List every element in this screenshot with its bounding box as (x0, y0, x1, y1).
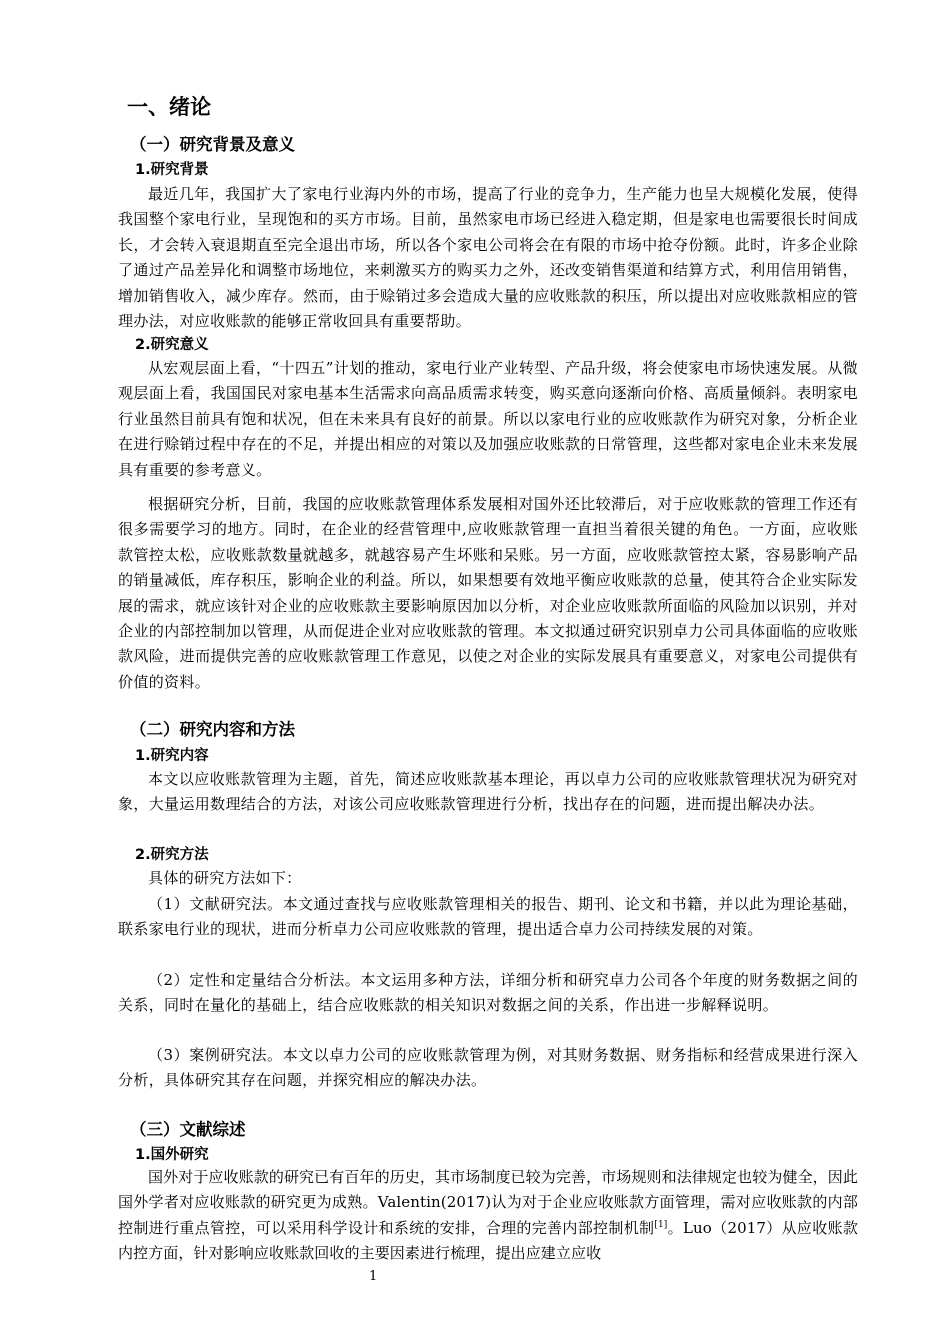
subheading-research-methods: 2.研究方法 (135, 847, 209, 863)
citation-marker: [1] (654, 1219, 668, 1230)
section-title-literature-review: （三）文献综述 (130, 1120, 246, 1139)
paragraph-research-content: 本文以应收账款管理为主题，首先，简述应收账款基本理论，再以卓力公司的应收账款管理状况为研究对象，大量运用数理结合的方法，对该公司应收账款管理进行分析，找出存在的问题，进而提出解决办法。 (118, 770, 858, 814)
paragraph-method-quantitative: （2）定性和定量结合分析法。本文运用多种方法，详细分析和研究卓力公司各个年度的财务数据之间的关系，同时在量化的基础上，结合应收账款的相关知识对数据之间的关系，作出进一步解释说明。 (118, 971, 858, 1015)
paragraph-research-analysis: 根据研究分析，目前，我国的应收账款管理体系发展相对国外还比较滞后，对于应收账款的管理工作还有很多需要学习的地方。同时，在企业的经营管理中,应收账款管理一直担当着很关键的角色。一方面，应收账款管控太松，应收账款数量就越多，就越容易产生坏账和呆账。另一方面，应收账款管控太紧，容易影响产品的销量减低，库存积压，影响企业的利益。所以，如果想要有效地平衡应收账款的总量，使其符合企业实际发展的需求，就应该针对企业的应收账款主要影响原因加以分析，对企业应收账款所面临的风险加以识别，并对企业的内部控制加以管理，从而促进企业对应收账款的管理。本文拟通过研究识别卓力公司具体面临的应收账款风险，进而提供完善的应收账款管理工作意见，以使之对企业的实际发展具有重要意义，对家电公司提供有价值的资料。 (118, 495, 858, 691)
paragraph-foreign-research-part2: 。Luo（2017）从应收账款内控方面，针对影响应收账款回收的主要因素进行梳理，提出应建立应收 (118, 1218, 858, 1263)
page-number: 1 (369, 1269, 378, 1284)
section-title-content-methods: （二）研究内容和方法 (130, 720, 295, 739)
subheading-research-significance: 2.研究意义 (135, 337, 209, 353)
subheading-research-content: 1.研究内容 (135, 748, 209, 764)
paragraph-foreign-research (118, 1165, 858, 1267)
subheading-research-background: 1.研究背景 (135, 162, 209, 178)
paragraph-foreign-research-part1: 国外对于应收账款的研究已有百年的历史，其市场制度已较为完善，市场规则和法律规定也较为健全，因此国外学者对应收账款的研究更为成熟。Valentin(2017)认为对于企业应收账款方面管理，需对应收账款的内部控制进行重点管控，可以采用科学设计和系统的安排，合理的完善内部控制机制 (118, 1168, 858, 1237)
paragraph-method-case-study: （3）案例研究法。本文以卓力公司的应收账款管理为例，对其财务数据、财务指标和经营成果进行深入分析，具体研究其存在问题，并探究相应的解决办法。 (118, 1046, 858, 1090)
section-title-background: （一）研究背景及意义 (130, 135, 295, 154)
paragraph-methods-intro: 具体的研究方法如下： (148, 869, 302, 887)
paragraph-research-background: 最近几年，我国扩大了家电行业海内外的市场，提高了行业的竞争力，生产能力也呈大规模化发展，使得我国整个家电行业，呈现饱和的买方市场。目前，虽然家电市场已经进入稳定期，但是家电也需要很长时间成长，才会转入衰退期直至完全退出市场，所以各个家电公司将会在有限的市场中抢夺份额。此时，许多企业除了通过产品差异化和调整市场地位，来刺激买方的购买力之外，还改变销售渠道和结算方式，利用信用销售，增加销售收入，减少库存。然而，由于赊销过多会造成大量的应收账款的积压，所以提出对应收账款相应的管理办法，对应收账款的能够正常收回具有重要帮助。 (118, 185, 858, 331)
paragraph-research-significance: 从宏观层面上看，“十四五”计划的推动，家电行业产业转型、产品升级，将会使家电市场快速发展。从微观层面上看，我国国民对家电基本生活需求向高品质需求转变，购买意向逐渐向价格、高质量倾斜。表明家电行业虽然目前具有饱和状况，但在未来具有良好的前景。所以以家电行业的应收账款作为研究对象，分析企业在进行赊销过程中存在的不足，并提出相应的对策以及加强应收账款的日常管理，这些都对家电企业未来发展具有重要的参考意义。 (118, 359, 858, 479)
paragraph-method-literature: （1）文献研究法。本文通过查找与应收账款管理相关的报告、期刊、论文和书籍，并以此为理论基础，联系家电行业的现状，进而分析卓力公司应收账款的管理，提出适合卓力公司持续发展的对策。 (118, 895, 858, 939)
subheading-foreign-research: 1.国外研究 (135, 1147, 209, 1163)
chapter-heading: 一、绪论 (127, 95, 211, 119)
